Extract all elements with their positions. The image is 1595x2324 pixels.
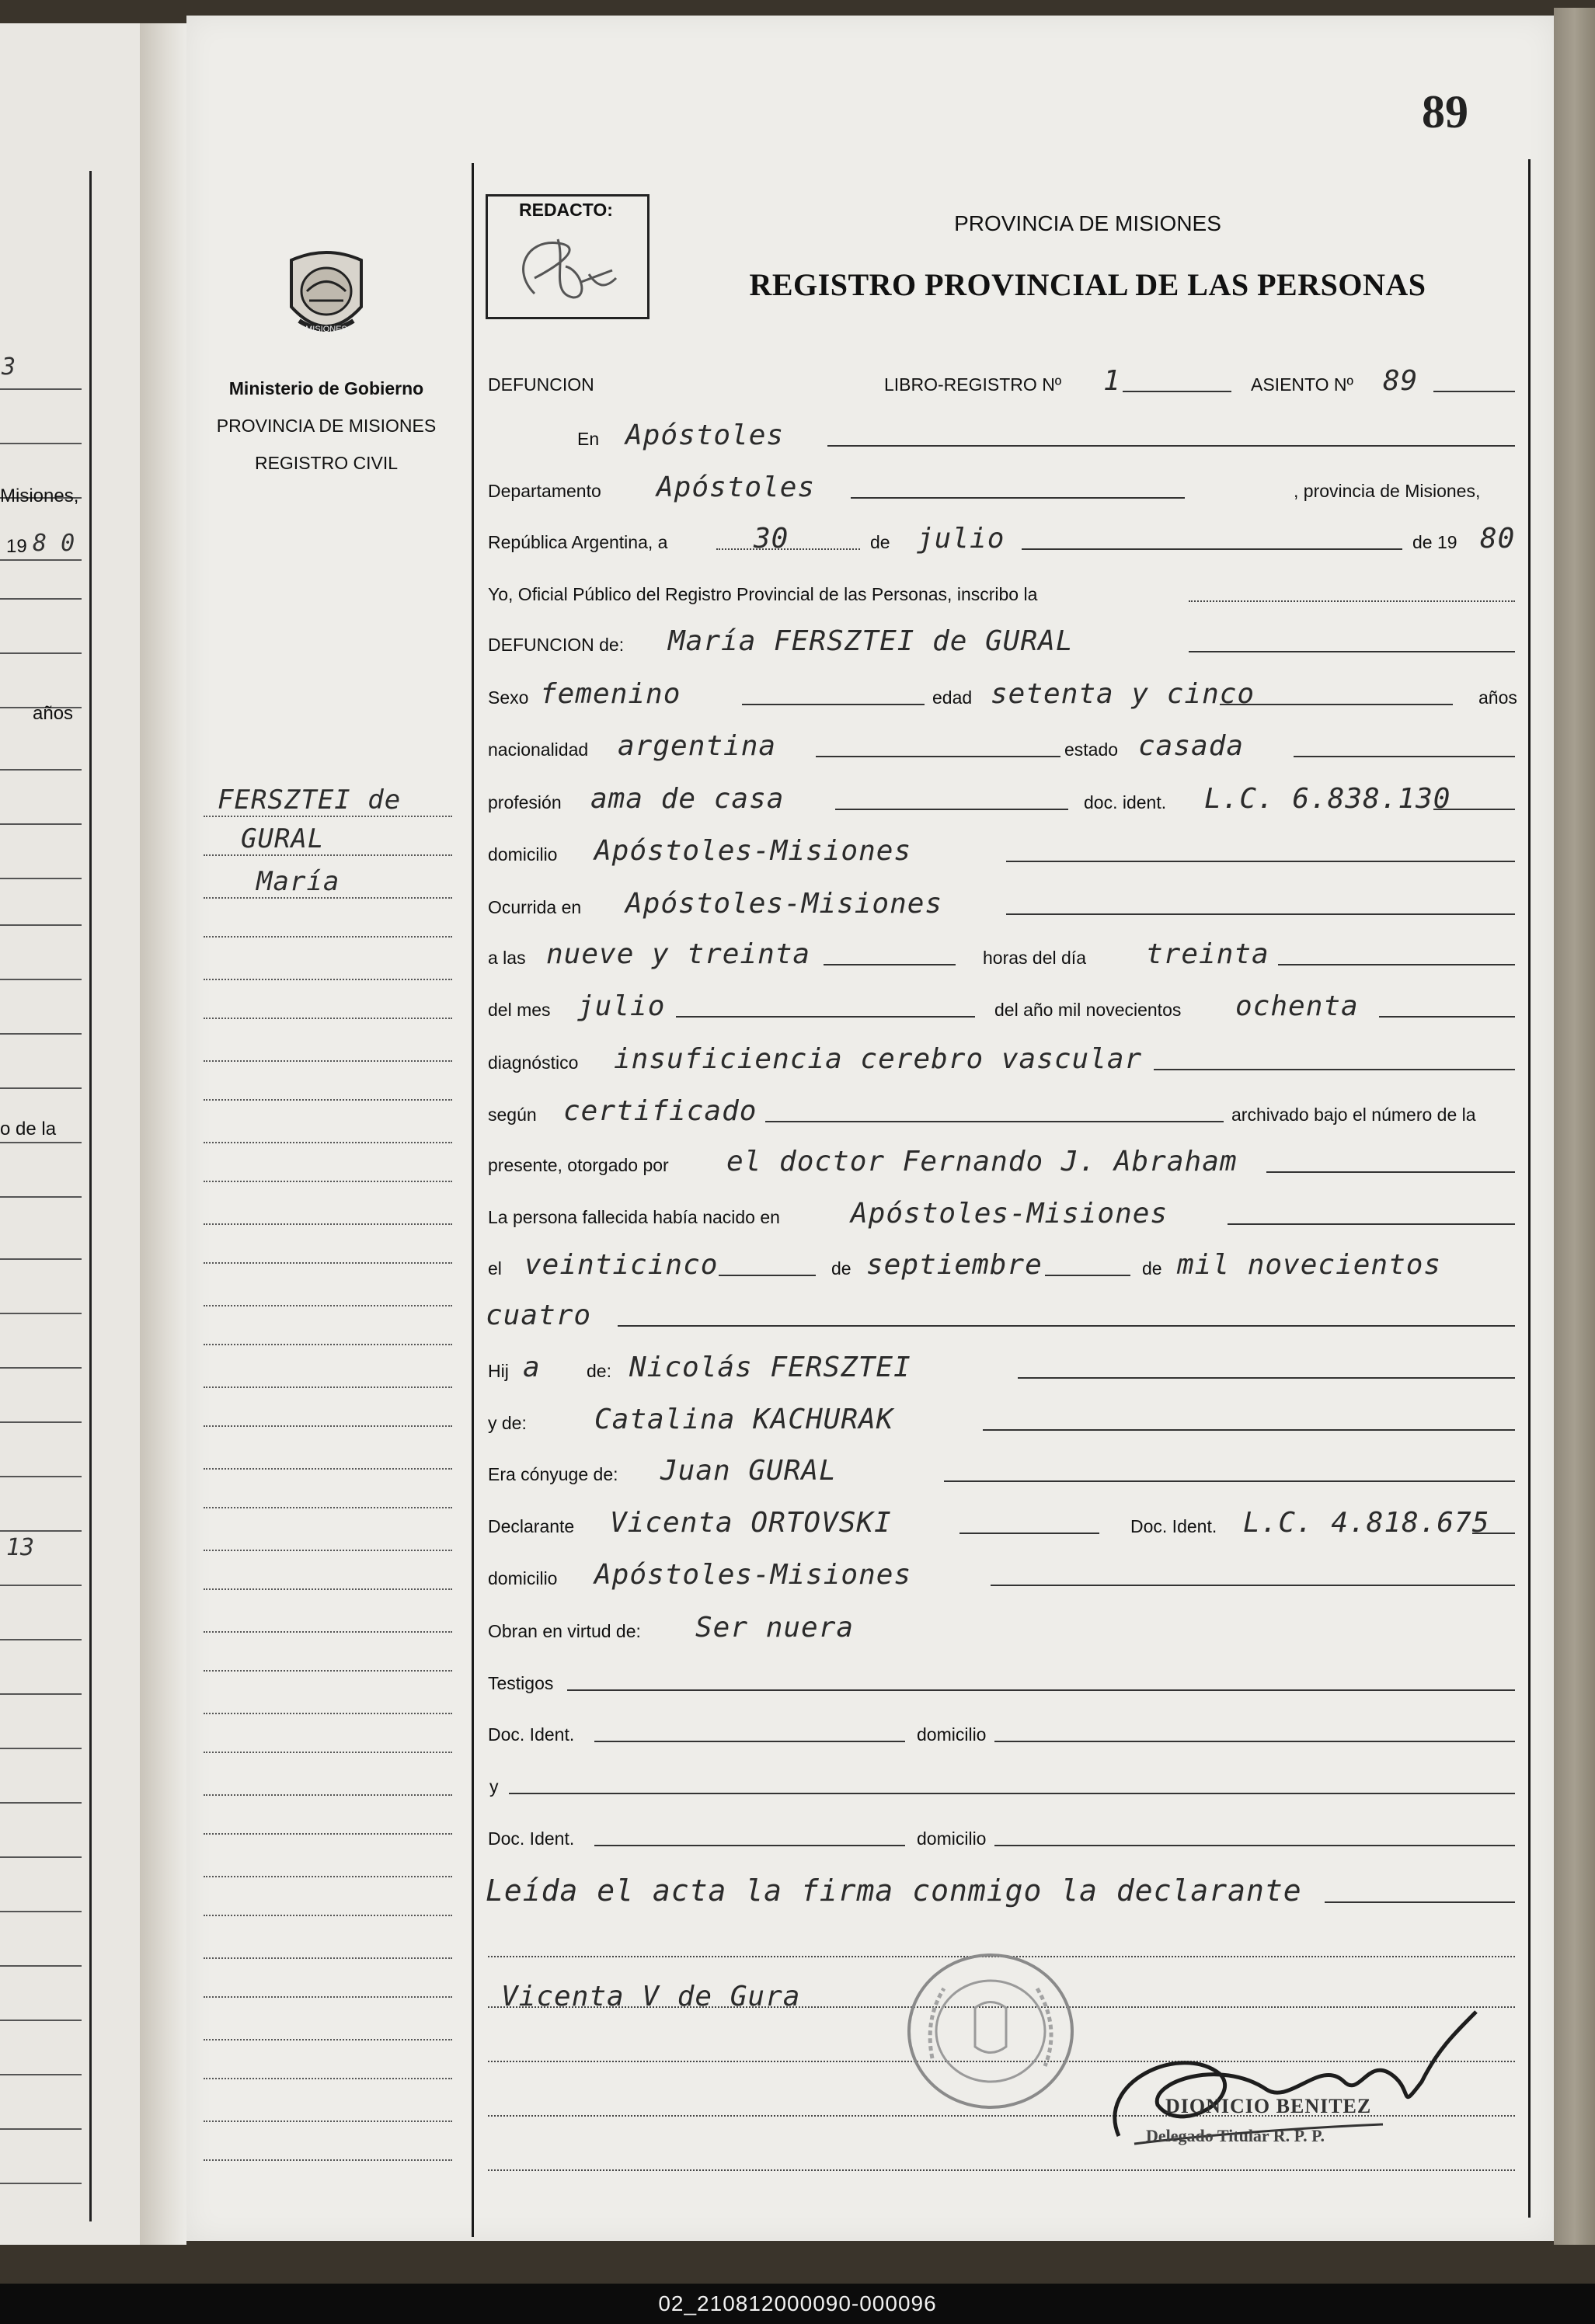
anios-label: años: [1478, 687, 1517, 708]
t1-doc-label: Doc. Ident.: [488, 1724, 575, 1745]
row-en: [486, 416, 1523, 454]
nacionalidad-label: nacionalidad: [488, 739, 589, 760]
asiento-value: 89: [1383, 365, 1419, 397]
row-profesion: [486, 779, 1523, 818]
row-segun: [486, 1091, 1523, 1130]
hij-value: a: [523, 1352, 541, 1383]
ocurrida-label: Ocurrida en: [488, 897, 582, 917]
declarant-signature: Vicenta V de Gura: [501, 1981, 801, 2013]
left-page-margin-line: [89, 171, 92, 2221]
declarante-label: Declarante: [488, 1516, 575, 1536]
row-obran: [486, 1608, 1523, 1647]
row-fecha: [486, 519, 1523, 558]
defuncion-value: María FERSZTEI de GURAL: [668, 625, 1074, 657]
dia-value: 30: [754, 523, 789, 555]
archivado-label: archivado bajo el número de la: [1231, 1105, 1476, 1125]
delanio-value: ochenta: [1235, 990, 1359, 1022]
conyuge-label: Era cónyuge de:: [488, 1464, 618, 1484]
t2-doc-label: Doc. Ident.: [488, 1828, 575, 1849]
en-value: Apóstoles: [625, 419, 785, 451]
hij-label: Hij: [488, 1361, 509, 1381]
diagnostico-label: diagnóstico: [488, 1052, 579, 1073]
row-nacionalidad: [486, 726, 1523, 765]
registry-round-stamp: [901, 1950, 1080, 2113]
en-label: En: [577, 429, 600, 449]
row-testigo1: [486, 1711, 1523, 1750]
row-y: [486, 1763, 1523, 1802]
alas-value: nueve y treinta: [546, 938, 811, 970]
el-value: veinticinco: [524, 1249, 719, 1281]
madre-value: Catalina KACHURAK: [594, 1404, 894, 1435]
row-presente: [486, 1142, 1523, 1181]
row-hora: [486, 934, 1523, 973]
left-page-text: 19: [6, 536, 27, 557]
row-mes: [486, 986, 1523, 1025]
edad-value: setenta y cinco: [991, 678, 1255, 710]
row-testigos: [486, 1660, 1523, 1699]
y-label: y: [489, 1776, 499, 1797]
book-cover-edge: [1554, 8, 1595, 2245]
obran-label: Obran en virtud de:: [488, 1621, 641, 1641]
left-page-text: o de la: [0, 1119, 57, 1139]
provincia-label: , provincia de Misiones,: [1294, 481, 1481, 501]
margin-surname-2: GURAL: [241, 823, 325, 854]
testigos-label: Testigos: [488, 1673, 554, 1693]
profesion-label: profesión: [488, 792, 562, 812]
yde-label: y de:: [488, 1413, 527, 1433]
nac-anio-value-2: cuatro: [486, 1299, 592, 1331]
book-gutter: [140, 23, 186, 2245]
sexo-label: Sexo: [488, 687, 529, 708]
page-number: 89: [1422, 86, 1468, 137]
sexo-value: femenino: [540, 678, 681, 710]
departamento-label: Departamento: [488, 481, 601, 501]
asiento-label: ASIENTO Nº: [1251, 374, 1353, 395]
obran-value: Ser nuera: [695, 1612, 855, 1644]
presente-value: el doctor Fernando J. Abraham: [726, 1146, 1238, 1178]
edad-label: edad: [932, 687, 973, 708]
row-diagnostico: [486, 1039, 1523, 1078]
de-label-3: de: [1142, 1258, 1162, 1279]
closing-text: Leída el acta la firma conmigo la declarante: [486, 1873, 1302, 1908]
departamento-value: Apóstoles: [656, 471, 816, 503]
ministry-registry: REGISTRO CIVIL: [254, 453, 399, 473]
presente-label: presente, otorgado por: [488, 1155, 669, 1175]
ocurrida-value: Apóstoles-Misiones: [625, 888, 943, 920]
redacto-label: REDACTO:: [519, 200, 613, 220]
segun-label: según: [488, 1105, 537, 1125]
delmes-value: julio: [577, 990, 666, 1022]
footer-image-id: 02_210812000090-000096: [658, 2291, 937, 2315]
yo-label: Yo, Oficial Público del Registro Provincial de las Personas, inscribo la: [488, 584, 1038, 604]
svg-text:MISIONES: MISIONES: [305, 325, 347, 334]
coat-of-arms-seal: [280, 245, 373, 350]
left-page-handwriting: 8 0: [33, 530, 75, 557]
header-province: PROVINCIA DE MISIONES: [954, 211, 1221, 235]
nacionalidad-value: argentina: [618, 730, 777, 762]
t1-dom-label: domicilio: [917, 1724, 987, 1745]
decl-dom-label: domicilio: [488, 1568, 558, 1588]
mes-value: julio: [917, 523, 1005, 555]
margin-surname: FERSZTEI de: [218, 785, 402, 816]
conyuge-value: Juan GURAL: [660, 1455, 837, 1487]
delmes-label: del mes: [488, 1000, 551, 1020]
left-page-handwriting: 3: [2, 353, 16, 381]
row-testigo2: [486, 1815, 1523, 1854]
padre-value: Nicolás FERSZTEI: [629, 1352, 911, 1383]
horas-label: horas del día: [983, 948, 1086, 968]
docident-value: L.C. 6.838.130: [1204, 783, 1451, 815]
nacido-value: Apóstoles-Misiones: [851, 1198, 1168, 1230]
redacto-box: [486, 194, 649, 319]
declarante-value: Vicenta ORTOVSKI: [610, 1507, 892, 1539]
row-decl-domicilio: [486, 1555, 1523, 1594]
decl-doc-label: Doc. Ident.: [1130, 1516, 1217, 1536]
row-el: [486, 1245, 1523, 1284]
domicilio-label: domicilio: [488, 844, 558, 865]
de-label: de: [870, 532, 890, 552]
profesion-value: ama de casa: [590, 783, 785, 815]
libro-label: LIBRO-REGISTRO Nº: [884, 374, 1062, 395]
docident-label: doc. ident.: [1084, 792, 1167, 812]
hijde-label: de:: [587, 1361, 611, 1381]
anio-value: 80: [1480, 523, 1516, 555]
de19-label: de 19: [1412, 532, 1457, 552]
row-domicilio: [486, 831, 1523, 870]
ministry-province: PROVINCIA DE MISIONES: [216, 416, 437, 436]
row-yo: [486, 571, 1523, 610]
row-departamento: [486, 468, 1523, 506]
signer-name: DIONICIO BENITEZ: [1165, 2095, 1372, 2117]
left-page-handwriting: 13: [6, 1534, 35, 1561]
form-type-label: DEFUNCION: [488, 374, 594, 395]
republica-label: República Argentina, a: [488, 532, 668, 552]
row-nacido: [486, 1194, 1523, 1233]
delanio-label: del año mil novecientos: [994, 1000, 1182, 1020]
left-page-text: años: [33, 703, 74, 724]
decl-dom-value: Apóstoles-Misiones: [594, 1559, 912, 1591]
estado-label: estado: [1064, 739, 1119, 760]
alas-label: a las: [488, 948, 526, 968]
estado-value: casada: [1138, 730, 1245, 762]
row-conyuge: [486, 1451, 1523, 1490]
header-registry: REGISTRO PROVINCIAL DE LAS PERSONAS: [749, 267, 1426, 302]
margin-rule: [472, 163, 474, 2237]
margin-firstname: María: [256, 866, 340, 897]
left-page-text: Misiones,: [0, 485, 79, 506]
t2-dom-label: domicilio: [917, 1828, 987, 1849]
decl-doc-value: L.C. 4.818.675: [1243, 1507, 1490, 1539]
row-declarante: [486, 1503, 1523, 1542]
initials-scribble: [503, 224, 636, 309]
nacido-label: La persona fallecida había nacido en: [488, 1207, 780, 1227]
row-sexo: [486, 674, 1523, 713]
row-cuatro: [486, 1296, 1523, 1334]
row-hija: [486, 1348, 1523, 1386]
horas-value: treinta: [1146, 938, 1269, 970]
ministry-name: Ministerio de Gobierno: [228, 378, 424, 398]
row-defuncion-de: [486, 621, 1523, 660]
segun-value: certificado: [563, 1095, 757, 1127]
right-rule: [1528, 159, 1531, 2218]
signer-title: Delegado Titular R. P. P.: [1146, 2126, 1325, 2145]
domicilio-value: Apóstoles-Misiones: [594, 835, 912, 867]
nac-mes-value: septiembre: [866, 1249, 1043, 1281]
diagnostico-value: insuficiencia cerebro vascular: [614, 1043, 1143, 1075]
left-page: [0, 23, 143, 2245]
row-closing: [486, 1872, 1523, 1911]
row-ocurrida: [486, 884, 1523, 923]
de-label-2: de: [831, 1258, 851, 1279]
defuncion-label: DEFUNCION de:: [488, 635, 625, 655]
nac-anio-value: mil novecientos: [1177, 1249, 1442, 1281]
el-label: el: [488, 1258, 502, 1279]
row-defuncion-header: [486, 361, 1523, 400]
libro-value: 1: [1103, 365, 1121, 397]
row-madre: [486, 1400, 1523, 1439]
